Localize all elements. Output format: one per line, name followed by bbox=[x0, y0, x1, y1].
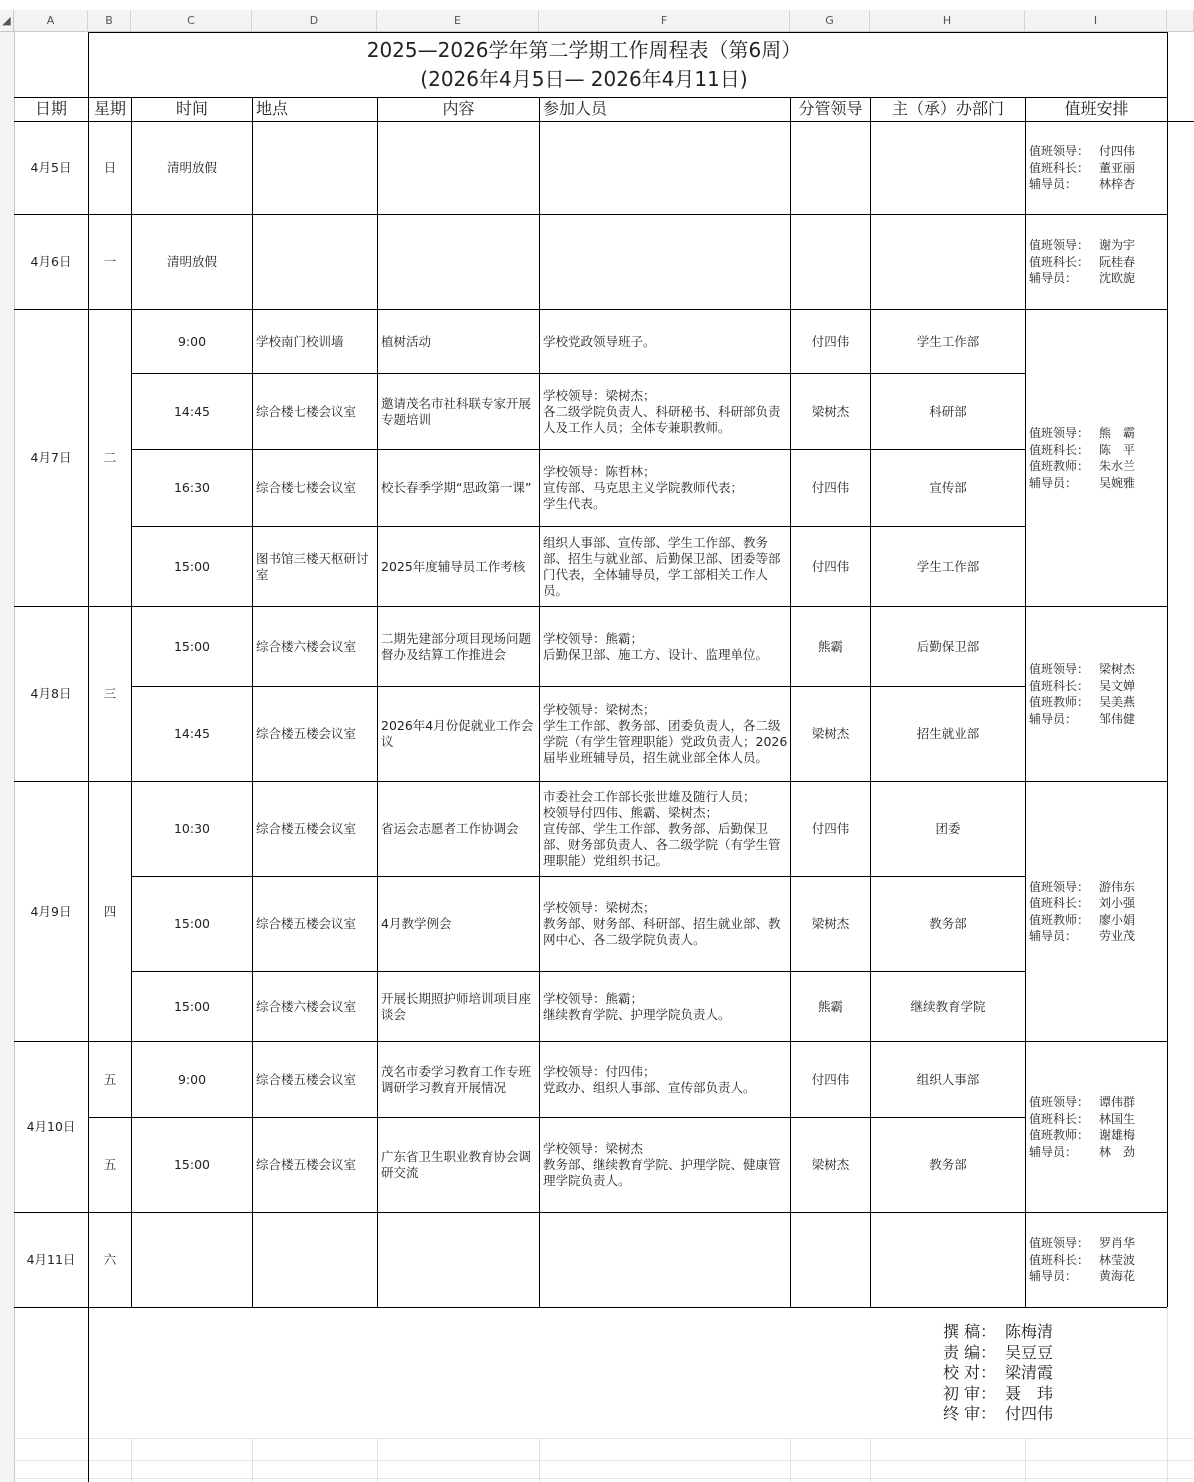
duty-role: 辅导员： bbox=[1029, 1144, 1078, 1159]
border-line bbox=[14, 309, 1167, 310]
duty-line bbox=[1029, 458, 1135, 475]
duty-person: 林国生 bbox=[1099, 1111, 1136, 1126]
duty-role: 辅导员： bbox=[1029, 177, 1078, 192]
date-cell[interactable]: 4月10日 bbox=[26, 1119, 76, 1134]
column-header[interactable]: E bbox=[377, 10, 539, 32]
duty-person: 林莹波 bbox=[1099, 1252, 1136, 1267]
gridline bbox=[131, 1438, 132, 1482]
header-time: 时间 bbox=[175, 99, 208, 118]
duty-person: 游伟东 bbox=[1099, 879, 1136, 894]
duty-role: 值班科长： bbox=[1029, 442, 1090, 457]
duty-person: 谢雄梅 bbox=[1099, 1128, 1136, 1142]
signoff-line bbox=[943, 1322, 1053, 1343]
duty-line bbox=[1029, 475, 1135, 492]
duty-line bbox=[1029, 711, 1135, 728]
event-content[interactable]: 2025年度辅导员工作考核 bbox=[381, 558, 526, 574]
column-header-filler bbox=[1167, 10, 1194, 32]
duty-person: 沈欧旎 bbox=[1099, 271, 1136, 286]
border-line bbox=[14, 121, 1194, 122]
duty-line bbox=[1029, 895, 1135, 912]
duty-line bbox=[1029, 1144, 1135, 1161]
event-dept[interactable]: 后勤保卫部 bbox=[916, 638, 980, 654]
event-place[interactable]: 综合楼五楼会议室 bbox=[256, 916, 357, 931]
participants-line: 教务部、财务部、科研部、招生就业部、教网中心、各二级学院负责人。 bbox=[543, 916, 781, 947]
event-place[interactable]: 综合楼五楼会议室 bbox=[256, 821, 357, 836]
duty-role: 辅导员： bbox=[1029, 1269, 1078, 1284]
border-line bbox=[252, 121, 253, 1307]
duty-person: 林 劲 bbox=[1099, 1144, 1136, 1159]
duty-line bbox=[1029, 254, 1135, 271]
signoff-person: 付四伟 bbox=[1005, 1404, 1054, 1423]
event-time[interactable]: 10:30 bbox=[173, 821, 211, 836]
header-weekday: 星期 bbox=[93, 99, 126, 118]
participants-line: 学校领导：熊霸； bbox=[543, 630, 644, 646]
header-duty: 值班安排 bbox=[1064, 99, 1129, 118]
duty-cell[interactable] bbox=[1026, 782, 1167, 1041]
duty-line bbox=[1029, 661, 1135, 678]
duty-line bbox=[1029, 912, 1135, 929]
duty-person: 付四伟 bbox=[1099, 144, 1136, 159]
border-line bbox=[790, 97, 791, 121]
date-cell[interactable]: 4月11日 bbox=[26, 1252, 76, 1267]
duty-cell[interactable] bbox=[1026, 1213, 1167, 1307]
participants-line: 学校领导：梁树杰 bbox=[543, 1141, 644, 1156]
border-line bbox=[252, 97, 253, 121]
column-header[interactable]: B bbox=[88, 10, 131, 32]
holiday-cell[interactable]: 清明放假 bbox=[166, 254, 217, 269]
duty-role: 值班科长： bbox=[1029, 1111, 1090, 1126]
participants-line: 学校领导：梁树杰； bbox=[543, 900, 656, 915]
event-time[interactable]: 14:45 bbox=[173, 726, 211, 741]
event-content[interactable]: 2026年4月份促就业工作会议 bbox=[381, 718, 534, 749]
participants-line: 学校领导：熊霸； bbox=[543, 990, 644, 1006]
event-participants[interactable] bbox=[540, 687, 790, 781]
weekday-cell[interactable]: 六 bbox=[103, 1252, 117, 1267]
event-dept[interactable]: 组织人事部 bbox=[916, 1071, 980, 1087]
row-header-bar bbox=[0, 32, 15, 1482]
event-leader[interactable]: 梁树杰 bbox=[811, 916, 850, 931]
event-leader[interactable]: 付四伟 bbox=[811, 480, 850, 495]
participants-line: 继续教育学院、护理学院负责人。 bbox=[543, 1006, 731, 1022]
header-dept: 主（承）办部门 bbox=[891, 99, 1004, 118]
signoff-role: 撰 稿： bbox=[943, 1322, 997, 1341]
duty-role: 值班科长： bbox=[1029, 1252, 1090, 1267]
column-header[interactable]: F bbox=[539, 10, 790, 32]
border-line bbox=[88, 1307, 1167, 1308]
duty-role: 辅导员： bbox=[1029, 271, 1078, 286]
border-line bbox=[131, 686, 1025, 687]
duty-person: 董亚丽 bbox=[1099, 160, 1136, 175]
participants-line: 学校领导：梁树杰； bbox=[543, 702, 656, 717]
event-time[interactable]: 15:00 bbox=[173, 638, 211, 654]
event-participants[interactable] bbox=[540, 972, 790, 1041]
duty-role: 值班领导： bbox=[1029, 1095, 1090, 1109]
participants-line: 学生工作部、教务部、团委负责人，各二级学院（有学生管理职能）党政负责人；2026届毕业班辅导员，招生就业部全体人员。 bbox=[543, 718, 788, 765]
border-line bbox=[131, 121, 132, 1307]
event-dept[interactable]: 团委 bbox=[935, 821, 961, 836]
event-content[interactable]: 邀请茂名市社科联专家开展专题培训 bbox=[381, 395, 532, 427]
event-place[interactable]: 学校南门校训墙 bbox=[256, 333, 344, 349]
duty-line bbox=[1029, 442, 1135, 459]
duty-line bbox=[1029, 1127, 1135, 1144]
weekday-cell[interactable]: 五 bbox=[103, 1071, 117, 1087]
sheet-subtitle: (2026年4月5日— 2026年4月11日) bbox=[420, 67, 748, 91]
event-place[interactable]: 综合楼六楼会议室 bbox=[256, 998, 357, 1014]
duty-cell[interactable] bbox=[1026, 215, 1167, 309]
border-line bbox=[14, 781, 1167, 782]
event-participants[interactable] bbox=[540, 310, 790, 373]
date-cell[interactable]: 4月8日 bbox=[30, 686, 72, 701]
border-line bbox=[377, 121, 378, 1307]
event-leader[interactable]: 梁树杰 bbox=[811, 403, 850, 419]
event-time[interactable]: 14:45 bbox=[173, 403, 211, 419]
border-line bbox=[539, 97, 540, 121]
border-line bbox=[1167, 32, 1168, 1307]
gridline bbox=[14, 1460, 1194, 1461]
weekday-cell[interactable]: 日 bbox=[103, 160, 117, 175]
duty-line bbox=[1029, 143, 1135, 160]
duty-person: 罗肖华 bbox=[1099, 1236, 1136, 1251]
duty-person: 陈 平 bbox=[1099, 442, 1136, 457]
event-time[interactable]: 15:00 bbox=[173, 916, 211, 931]
signoff-person: 吴豆豆 bbox=[1005, 1342, 1054, 1362]
signoff-person: 陈梅清 bbox=[1005, 1322, 1054, 1341]
event-dept[interactable]: 学生工作部 bbox=[916, 558, 980, 574]
participants-line: 宣传部、学生工作部、教务部、后勤保卫部、财务部负责人、各二级学院（有学生管理职能）党组织书记。 bbox=[543, 821, 781, 868]
event-participants[interactable] bbox=[540, 782, 790, 876]
duty-person: 梁树杰 bbox=[1099, 662, 1136, 676]
date-cell[interactable]: 4月6日 bbox=[30, 254, 72, 269]
duty-line bbox=[1029, 928, 1135, 945]
header-content: 内容 bbox=[442, 99, 475, 118]
event-participants[interactable] bbox=[540, 1118, 790, 1212]
border-line bbox=[790, 121, 791, 1307]
duty-person: 廖小娟 bbox=[1099, 912, 1136, 927]
participants-line: 组织人事部、宣传部、学生工作部、教务部、招生与就业部、后勤保卫部、团委等部门代表，全体辅导员，学工部相关工作人员。 bbox=[543, 534, 781, 598]
duty-line bbox=[1029, 1111, 1135, 1128]
header-participants: 参加人员 bbox=[543, 99, 608, 118]
duty-cell[interactable] bbox=[1026, 1042, 1167, 1212]
duty-cell[interactable] bbox=[1026, 122, 1167, 214]
date-cell[interactable]: 4月5日 bbox=[30, 160, 72, 175]
signoff-person: 聂 玮 bbox=[1005, 1383, 1054, 1403]
participants-line: 教务部、继续教育学院、护理学院、健康管理学院负责人。 bbox=[543, 1157, 781, 1188]
participants-line: 学校领导：陈哲林； bbox=[543, 464, 656, 479]
event-dept[interactable]: 宣传部 bbox=[929, 480, 967, 495]
duty-line bbox=[1029, 1252, 1135, 1269]
weekday-cell[interactable]: 五 bbox=[103, 1157, 117, 1172]
duty-role: 值班科长： bbox=[1029, 896, 1090, 910]
border-line bbox=[870, 121, 871, 1307]
duty-person: 朱水兰 bbox=[1099, 459, 1136, 473]
event-dept[interactable]: 教务部 bbox=[929, 1157, 967, 1172]
border-line bbox=[131, 449, 1025, 450]
signoff-line bbox=[943, 1384, 1053, 1405]
duty-person: 谢为宇 bbox=[1099, 238, 1136, 253]
event-content[interactable]: 4月教学例会 bbox=[381, 916, 452, 931]
border-line bbox=[14, 214, 1167, 215]
duty-line bbox=[1029, 1094, 1135, 1111]
column-header[interactable]: D bbox=[252, 10, 377, 32]
signoff-role: 校 对： bbox=[943, 1363, 997, 1382]
event-place[interactable]: 综合楼五楼会议室 bbox=[256, 1071, 357, 1087]
border-line bbox=[870, 97, 871, 121]
gridline bbox=[790, 1438, 791, 1482]
signoff-role: 责 编： bbox=[943, 1342, 997, 1362]
weekday-cell[interactable]: 一 bbox=[103, 254, 117, 269]
border-line bbox=[14, 1212, 1167, 1213]
duty-role: 辅导员： bbox=[1029, 929, 1078, 943]
duty-line bbox=[1029, 160, 1135, 177]
duty-line bbox=[1029, 1235, 1135, 1252]
duty-line bbox=[1029, 176, 1135, 193]
border-line bbox=[131, 971, 1025, 972]
gridline bbox=[539, 1438, 540, 1482]
event-leader[interactable]: 付四伟 bbox=[811, 558, 850, 574]
duty-role: 值班教师： bbox=[1029, 1128, 1090, 1142]
event-place[interactable]: 图书馆三楼天枢研讨室 bbox=[256, 550, 369, 582]
event-content[interactable]: 二期先建部分项目现场问题督办及结算工作推进会 bbox=[381, 630, 532, 662]
participants-line: 市委社会工作部长张世雄及随行人员； bbox=[543, 789, 756, 804]
duty-line bbox=[1029, 879, 1135, 896]
column-header[interactable]: G bbox=[790, 10, 870, 32]
duty-role: 值班领导： bbox=[1029, 879, 1090, 894]
duty-role: 辅导员： bbox=[1029, 475, 1078, 490]
column-header[interactable]: C bbox=[131, 10, 252, 32]
border-line bbox=[131, 526, 1025, 527]
duty-role: 值班领导： bbox=[1029, 238, 1090, 253]
select-all-corner[interactable]: ◢ bbox=[0, 10, 14, 32]
signoff-role: 初 审： bbox=[943, 1383, 997, 1403]
border-line bbox=[539, 121, 540, 1307]
event-participants[interactable] bbox=[540, 374, 790, 449]
sheet-title: 2025—2026学年第二学期工作周程表（第6周） bbox=[366, 38, 802, 62]
border-line bbox=[131, 373, 1025, 374]
gridline bbox=[14, 1438, 1194, 1439]
event-time[interactable]: 15:00 bbox=[173, 558, 211, 574]
duty-role: 值班教师： bbox=[1029, 912, 1090, 927]
header-leader: 分管领导 bbox=[798, 99, 863, 118]
border-line bbox=[88, 32, 1167, 33]
event-content[interactable]: 校长春季学期“思政第一课” bbox=[381, 480, 532, 495]
event-place[interactable]: 综合楼七楼会议室 bbox=[256, 403, 357, 419]
event-dept[interactable]: 教务部 bbox=[929, 916, 967, 931]
border-line bbox=[14, 606, 1167, 607]
header-place: 地点 bbox=[256, 99, 289, 118]
participants-line: 学校领导：付四伟； bbox=[543, 1063, 656, 1079]
duty-role: 值班领导： bbox=[1029, 144, 1090, 159]
duty-role: 值班教师： bbox=[1029, 695, 1090, 709]
participants-line: 各二级学院负责人、科研秘书、科研部负责人及工作人员；全体专兼职教师。 bbox=[543, 403, 781, 435]
event-leader[interactable]: 梁树杰 bbox=[811, 726, 850, 741]
duty-person: 劳业茂 bbox=[1099, 929, 1136, 943]
duty-person: 林梓杏 bbox=[1099, 177, 1136, 192]
border-line bbox=[377, 97, 378, 121]
event-content[interactable]: 省运会志愿者工作协调会 bbox=[381, 821, 519, 836]
duty-person: 吴文婵 bbox=[1099, 678, 1136, 693]
duty-line bbox=[1029, 1268, 1135, 1285]
duty-role: 值班领导： bbox=[1029, 426, 1090, 440]
duty-cell[interactable] bbox=[1026, 607, 1167, 781]
event-leader[interactable]: 熊霸 bbox=[817, 998, 843, 1014]
holiday-cell[interactable]: 清明放假 bbox=[166, 160, 217, 175]
gridline bbox=[870, 1438, 871, 1482]
event-place[interactable]: 综合楼五楼会议室 bbox=[256, 726, 357, 741]
signoff-person: 梁清霞 bbox=[1005, 1363, 1054, 1382]
participants-line: 学生代表。 bbox=[543, 496, 606, 511]
duty-cell[interactable] bbox=[1026, 310, 1167, 606]
event-participants[interactable] bbox=[540, 607, 790, 686]
gridline bbox=[1025, 1438, 1026, 1482]
duty-line bbox=[1029, 678, 1135, 695]
event-time[interactable]: 15:00 bbox=[173, 998, 211, 1014]
participants-line: 宣传部、马克思主义学院教师代表； bbox=[543, 480, 744, 495]
event-content[interactable]: 开展长期照护师培训项目座谈会 bbox=[381, 990, 532, 1022]
signoff-line bbox=[943, 1343, 1053, 1364]
border-line bbox=[88, 32, 89, 1482]
border-line bbox=[1025, 121, 1026, 1307]
event-participants[interactable] bbox=[540, 1042, 790, 1117]
gridline bbox=[252, 1438, 253, 1482]
event-dept[interactable]: 招生就业部 bbox=[916, 726, 980, 741]
gridline bbox=[377, 1438, 378, 1482]
event-participants[interactable] bbox=[540, 450, 790, 526]
duty-role: 值班领导： bbox=[1029, 1236, 1090, 1251]
duty-role: 值班科长： bbox=[1029, 254, 1090, 269]
weekday-cell[interactable]: 二 bbox=[103, 450, 117, 465]
event-content[interactable]: 广东省卫生职业教育协会调研交流 bbox=[381, 1149, 532, 1180]
weekday-cell[interactable]: 三 bbox=[103, 686, 117, 701]
duty-person: 吴美燕 bbox=[1099, 695, 1136, 709]
gridline bbox=[14, 1478, 1194, 1479]
header-date: 日期 bbox=[34, 99, 67, 118]
event-time[interactable]: 15:00 bbox=[173, 1157, 211, 1172]
column-header[interactable]: A bbox=[14, 10, 88, 32]
duty-line bbox=[1029, 694, 1135, 711]
duty-line bbox=[1029, 425, 1135, 442]
participants-line: 校领导付四伟、熊霸、梁树杰； bbox=[543, 805, 719, 820]
event-dept[interactable]: 学生工作部 bbox=[916, 333, 980, 349]
event-leader[interactable]: 付四伟 bbox=[811, 1071, 850, 1087]
participants-line: 党政办、组织人事部、宣传部负责人。 bbox=[543, 1079, 756, 1095]
event-participants[interactable] bbox=[540, 877, 790, 971]
border-line bbox=[1025, 97, 1026, 121]
duty-role: 值班科长： bbox=[1029, 678, 1090, 693]
duty-person: 邹伟健 bbox=[1099, 711, 1136, 726]
date-cell[interactable]: 4月7日 bbox=[30, 450, 72, 465]
event-place[interactable]: 综合楼七楼会议室 bbox=[256, 480, 357, 495]
duty-role: 值班科长： bbox=[1029, 160, 1090, 175]
signoff-line bbox=[943, 1404, 1053, 1425]
duty-person: 吴婉雅 bbox=[1099, 475, 1136, 490]
signoff-role: 终 审： bbox=[943, 1404, 997, 1423]
duty-role: 值班教师： bbox=[1029, 459, 1090, 473]
event-place[interactable]: 综合楼六楼会议室 bbox=[256, 638, 357, 654]
border-line bbox=[14, 1041, 1167, 1042]
weekday-cell[interactable]: 四 bbox=[103, 903, 117, 919]
participants-line: 学校党政领导班子。 bbox=[543, 333, 656, 349]
event-time[interactable]: 9:00 bbox=[177, 333, 207, 349]
duty-person: 熊 霸 bbox=[1099, 426, 1136, 440]
border-line bbox=[131, 97, 132, 121]
border-line bbox=[14, 97, 1167, 98]
duty-role: 辅导员： bbox=[1029, 711, 1078, 726]
duty-person: 黄海花 bbox=[1099, 1269, 1136, 1284]
duty-line bbox=[1029, 270, 1135, 287]
event-time[interactable]: 9:00 bbox=[177, 1071, 207, 1087]
event-time[interactable]: 16:30 bbox=[173, 480, 211, 495]
duty-role: 值班领导： bbox=[1029, 662, 1090, 676]
column-header[interactable]: H bbox=[870, 10, 1025, 32]
event-leader[interactable]: 付四伟 bbox=[811, 333, 850, 349]
duty-person: 谭伟群 bbox=[1099, 1095, 1136, 1109]
border-line bbox=[88, 1117, 1025, 1118]
duty-line bbox=[1029, 237, 1135, 254]
border-line bbox=[131, 876, 1025, 877]
column-header[interactable]: I bbox=[1025, 10, 1167, 32]
signoff-line bbox=[943, 1363, 1053, 1384]
event-leader[interactable]: 熊霸 bbox=[817, 638, 843, 654]
event-place[interactable]: 综合楼五楼会议室 bbox=[256, 1157, 357, 1172]
event-leader[interactable]: 梁树杰 bbox=[811, 1157, 850, 1172]
participants-line: 学校领导：梁树杰； bbox=[543, 387, 656, 403]
date-cell[interactable]: 4月9日 bbox=[30, 903, 72, 919]
duty-person: 刘小强 bbox=[1099, 896, 1136, 910]
event-content[interactable]: 植树活动 bbox=[381, 333, 432, 349]
event-participants[interactable] bbox=[540, 527, 790, 606]
duty-person: 阮桂春 bbox=[1099, 254, 1136, 269]
participants-line: 后勤保卫部、施工方、设计、监理单位。 bbox=[543, 646, 769, 662]
event-content[interactable]: 茂名市委学习教育工作专班调研学习教育开展情况 bbox=[381, 1063, 532, 1095]
event-dept[interactable]: 科研部 bbox=[929, 403, 967, 419]
event-dept[interactable]: 继续教育学院 bbox=[910, 998, 986, 1014]
event-leader[interactable]: 付四伟 bbox=[811, 821, 850, 836]
